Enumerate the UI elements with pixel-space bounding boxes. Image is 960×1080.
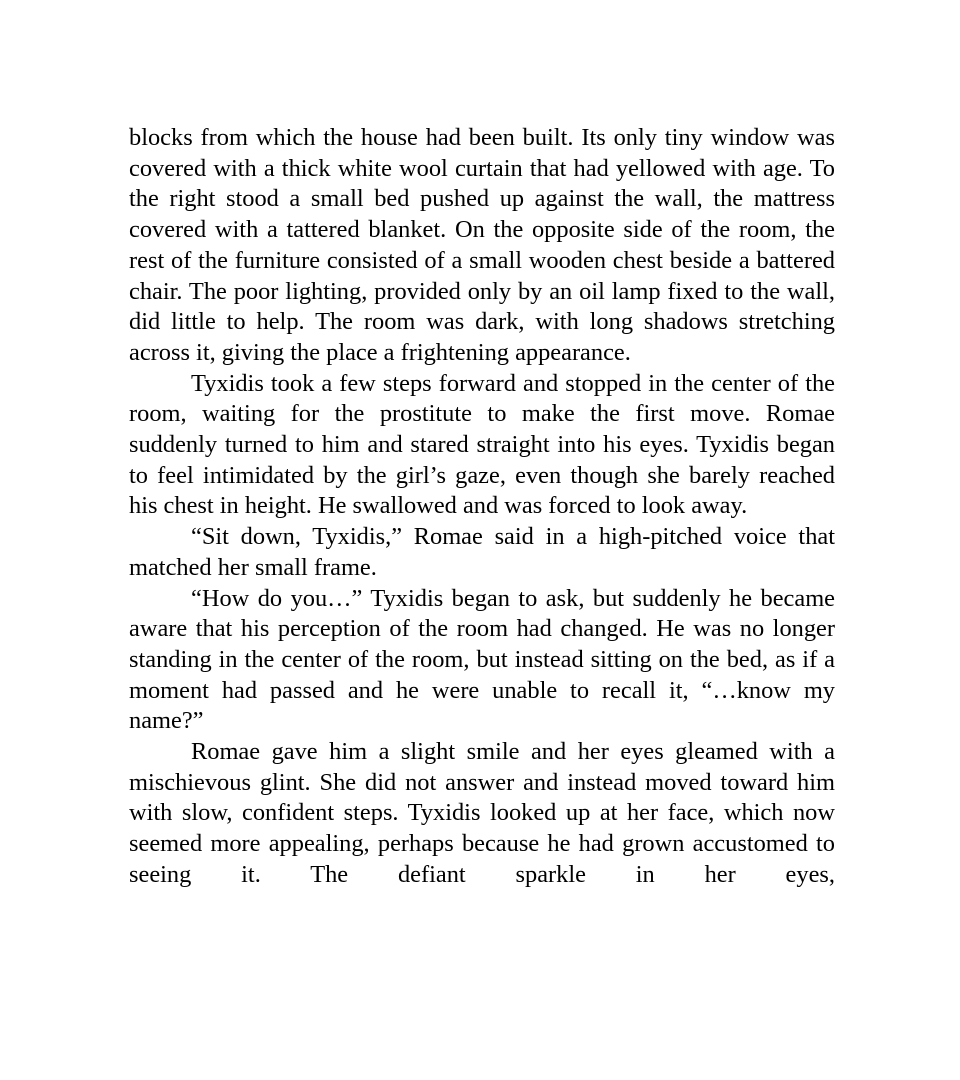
document-page [129,123,835,891]
paragraph-how-do-you-dialogue: “How do you…” Tyxidis began to ask, but suddenly he became aware that his perception of the room had changed. He was no longer standing in the center of the room, but instead sitting on the bed, as if a moment had passed and he were unable to recall it, “…know my name?” [129,584,835,735]
paragraph-sit-down-dialogue: “Sit down, Tyxidis,” Romae said in a high-pitched voice that matched her small frame. [129,523,835,581]
paragraph-tyxidis-steps-forward: Tyxidis took a few steps forward and stopped in the center of the room, waiting for the prostitute to make the first move. Romae suddenly turned to him and stared straight into his eyes. Tyxidis began to feel intimidated by the girl’s gaze, even though she barely reached his chest in height. He swallowed and was forced to look away. [129,369,835,520]
paragraph-romae-smile: Romae gave him a slight smile and her eyes gleamed with a mischievous glint. She did not answer and instead moved toward him with slow, confident steps. Tyxidis looked up at her face, which now seemed more appealing, perhaps because he had grown accustomed to seeing it. The defiant sparkle in her eyes, [129,738,835,888]
paragraph-room-description: blocks from which the house had been built. Its only tiny window was covered with a thick white wool curtain that had yellowed with age. To the right stood a small bed pushed up against the wall, the mattress covered with a tattered blanket. On the opposite side of the room, the rest of the furniture consisted of a small wooden chest beside a battered chair. The poor lighting, provided only by an oil lamp fixed to the wall, did little to help. The room was dark, with long shadows stretching across it, giving the place a frightening appearance. [129,124,835,366]
